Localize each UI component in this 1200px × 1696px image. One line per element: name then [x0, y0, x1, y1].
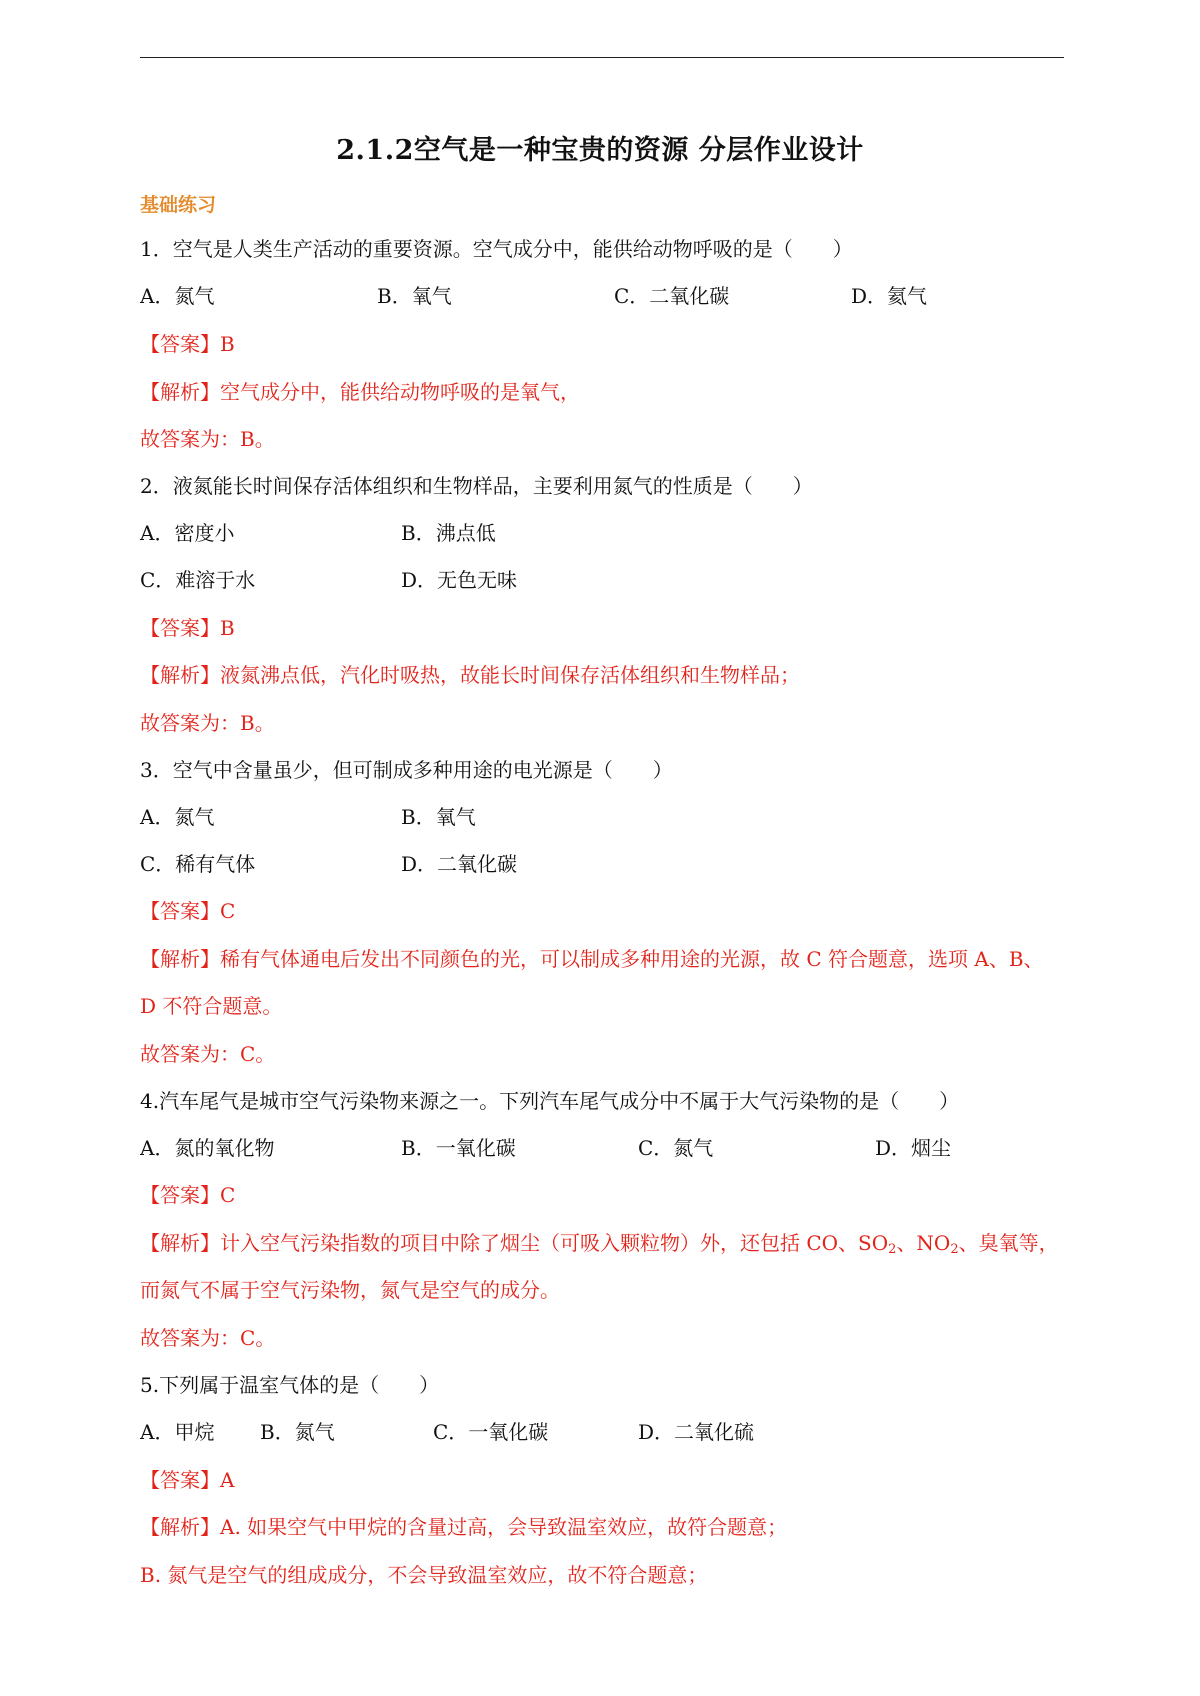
q5-analysis-line-2: B. 氮气是空气的组成成分，不会导致温室效应，故不符合题意； — [140, 1563, 708, 1587]
analysis-tag: 【解析】 — [140, 947, 220, 971]
q3-analysis-line-1 — [140, 946, 1044, 972]
header-rule — [140, 57, 1064, 58]
q5-option-a: A．甲烷 — [140, 1420, 215, 1444]
analysis-tag: 【解析】 — [140, 1515, 220, 1539]
page-title: 2.1.2空气是一种宝贵的资源 分层作业设计 — [336, 135, 864, 166]
analysis-text: A. 如果空气中甲烷的含量过高，会导致温室效应，故符合题意； — [220, 1515, 788, 1539]
q2-option-a: A．密度小 — [140, 521, 235, 545]
q2-conclusion: 故答案为：B。 — [140, 711, 275, 735]
q1-analysis — [140, 379, 580, 405]
q5-option-c: C．一氧化碳 — [433, 1420, 549, 1444]
question-3-stem: 3．空气中含量虽少，但可制成多种用途的电光源是（ ） — [140, 758, 673, 782]
question-5-stem: 5.下列属于温室气体的是（ ） — [140, 1373, 440, 1397]
question-4-stem: 4.汽车尾气是城市空气污染物来源之一。下列汽车尾气成分中不属于大气污染物的是（ ） — [140, 1089, 960, 1113]
answer-tag: 【答案】 — [140, 332, 220, 356]
section-label: 基础练习 — [140, 194, 217, 216]
q2-option-c: C．难溶于水 — [140, 568, 256, 592]
q4-option-d: D．烟尘 — [875, 1136, 952, 1160]
q2-option-d: D．无色无味 — [401, 568, 518, 592]
subscript-2: 2 — [888, 1242, 897, 1257]
q5-option-d: D．二氧化硫 — [638, 1420, 755, 1444]
analysis-text-a: 计入空气污染指数的项目中除了烟尘（可吸入颗粒物）外，还包括 CO、SO — [220, 1231, 889, 1255]
q4-conclusion: 故答案为：C。 — [140, 1326, 276, 1350]
q4-option-a: A．氮的氧化物 — [140, 1136, 275, 1160]
q1-option-d: D．氦气 — [851, 284, 928, 308]
answer-value: C — [220, 1183, 236, 1207]
q4-analysis-line-2: 而氮气不属于空气污染物，氮气是空气的成分。 — [140, 1278, 560, 1302]
q4-option-c: C．氮气 — [638, 1136, 714, 1160]
answer-value: C — [220, 899, 236, 923]
analysis-tag: 【解析】 — [140, 1231, 220, 1255]
analysis-tag: 【解析】 — [140, 663, 220, 687]
answer-tag: 【答案】 — [140, 616, 220, 640]
q3-option-b: B．氧气 — [401, 805, 476, 829]
answer-value: B — [220, 616, 235, 640]
q1-option-c: C．二氧化碳 — [614, 284, 730, 308]
q5-analysis-line-1 — [140, 1514, 787, 1540]
analysis-text: 空气成分中，能供给动物呼吸的是氧气， — [220, 380, 580, 404]
q3-conclusion: 故答案为：C。 — [140, 1042, 276, 1066]
q1-option-a: A．氮气 — [140, 284, 215, 308]
q5-option-b: B．氮气 — [260, 1420, 335, 1444]
subscript-2: 2 — [950, 1242, 959, 1257]
question-1-stem: 1．空气是人类生产活动的重要资源。空气成分中，能供给动物呼吸的是（ ） — [140, 237, 853, 261]
analysis-text: 稀有气体通电后发出不同颜色的光，可以制成多种用途的光源，故 C 符合题意，选项 A、B、 — [220, 947, 1044, 971]
q4-analysis-line-1 — [140, 1230, 1059, 1263]
q1-conclusion: 故答案为：B。 — [140, 427, 275, 451]
answer-tag: 【答案】 — [140, 1468, 220, 1492]
answer-tag: 【答案】 — [140, 1183, 220, 1207]
q3-analysis-line-2: D 不符合题意。 — [140, 994, 283, 1018]
q3-answer — [140, 898, 235, 924]
q2-analysis — [140, 662, 800, 688]
analysis-tag: 【解析】 — [140, 380, 220, 404]
q4-answer — [140, 1182, 235, 1208]
q5-answer — [140, 1467, 234, 1493]
q1-option-b: B．氧气 — [377, 284, 452, 308]
q2-answer — [140, 615, 235, 641]
q2-option-b: B．沸点低 — [401, 521, 496, 545]
answer-value: B — [220, 332, 235, 356]
analysis-text-b: 、NO — [896, 1231, 951, 1255]
analysis-text: 液氮沸点低，汽化时吸热，故能长时间保存活体组织和生物样品； — [220, 663, 800, 687]
q3-option-d: D．二氧化碳 — [401, 852, 518, 876]
answer-tag: 【答案】 — [140, 899, 220, 923]
q3-option-c: C．稀有气体 — [140, 852, 256, 876]
q4-option-b: B．一氧化碳 — [401, 1136, 516, 1160]
question-2-stem: 2．液氮能长时间保存活体组织和生物样品，主要利用氮气的性质是（ ） — [140, 474, 813, 498]
q3-option-a: A．氮气 — [140, 805, 215, 829]
answer-value: A — [220, 1468, 235, 1492]
q1-answer — [140, 331, 235, 357]
analysis-text-c: 、臭氧等， — [958, 1231, 1059, 1255]
